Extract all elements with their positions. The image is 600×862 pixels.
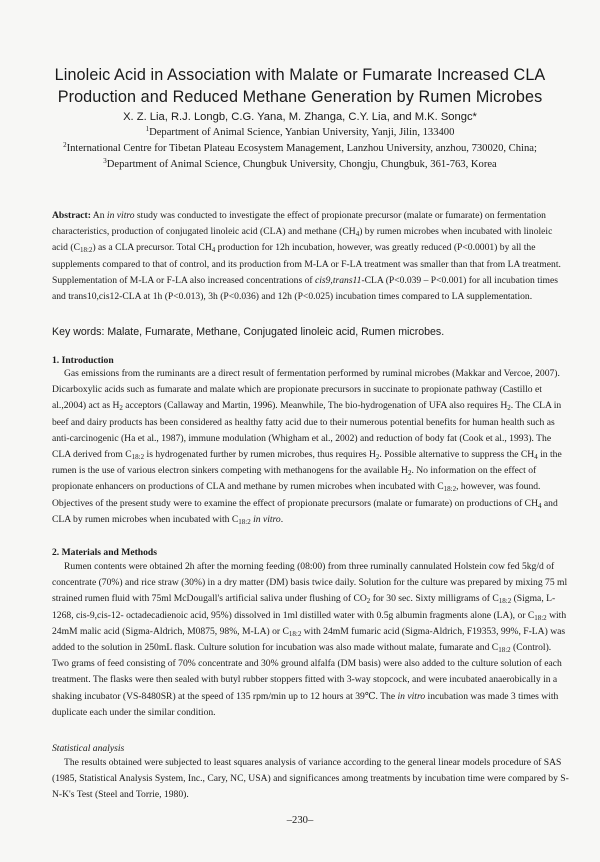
subscript-text: 18:2 [498,597,512,606]
section-heading-introduction: 1. Introduction [52,355,114,366]
subscript-text: 4 [538,501,542,510]
subscript-text: 4 [211,246,216,255]
text-run: with 24mM fumaric acid (Sigma-Aldrich, F19353, 99%, F-LA) was added to the solution in 250mL flask. Culture solution for incubation was also made without malate, fumarate and C [52,625,566,654]
text-run: with 24mM malic acid (Sigma-Aldrich, M0875, 98%, M-LA) or C [52,609,567,637]
subscript-text: 18:2 [534,613,547,622]
affiliation-marker: 3 [103,157,107,165]
subscript-text: 2 [119,404,123,413]
text-run: Rumen contents were obtained 2h after the morning feeding (08:00) from three ruminally cannulated Holstein cow fed 5kg/d of concentrate (70%) and rice straw (30%) in a dry matter (DM) basis twice daily. Solution for the culture was prepared by mixing 75 ml strained rumen fluid with 75ml McDougall's artificial saliva under flushing of CO [52,561,568,605]
abstract-body [52,210,561,302]
subscript-text: 18:2 [238,517,251,526]
affiliation-1 [14,126,586,140]
italic-text: in vitro [106,210,135,221]
affiliation-text: International Centre for Tibetan Plateau Ecosystem Management, Lanzhou University, anzhou, 730020, China; [66,143,537,154]
author-list: X. Z. Lia, R.J. Longb, C.G. Yana, M. Zhanga, C.Y. Lia, and M.K. Songc* [123,111,477,123]
text-run: in the rumen is the use of various electron sinkers competing with methanogens for the available H [52,449,562,477]
affiliation-3 [14,158,586,172]
methods-paragraph [52,559,570,721]
text-run: ) as a CLA precursor. Total CH [92,242,212,254]
keywords-line: Key words: Malate, Fumarate, Methane, Conjugated linoleic acid, Rumen microbes. [52,326,445,338]
text-run: . The CLA in beef and dairy products has been considered as healthy fatty acid due to their numerous potential benefits for human health such as anti-carcinogenic (Ha et al., 1987), immune modulation (Whigham et al., 2002) and reduction of body fat (Cook et al., 1993). The CLA derived from C [52,400,562,461]
subscript-text: 18:2 [79,246,93,255]
subscript-text: 18:2 [498,646,511,655]
subscript-text: 4 [355,230,360,239]
title-line-1: Linoleic Acid in Association with Malate or Fumarate Increased CLA [54,66,546,84]
introduction-paragraph [52,366,570,528]
affiliation-2 [14,142,586,156]
text-run: (Control). Two grams of feed consisting of 70% concentrate and 30% ground alfalfa (DM basis) were also added to the culture solution of each treatment. The flasks were then sealed with butyl rubber stoppers fitted with 3-way stopcock, and were incubated anaerobically in a shaking incubator (VS-8480SR) at the speed of 135 rpm/min up to 12 hours at 39℃. The [52,642,562,702]
section-heading-methods: 2. Materials and Methods [52,547,157,558]
text-run: is hydrogenated further by rumen microbes, thus requires H [144,449,376,461]
text-run: An [90,210,107,221]
page-number: –230– [286,815,314,826]
abstract-label: Abstract: [52,210,91,221]
subscript-text: 18:2 [288,629,302,638]
affiliation-text: Department of Animal Science, Chungbuk University, Chongju, Chungbuk, 361-763, Korea [106,159,497,170]
affiliation-marker: 1 [145,125,150,133]
text-run: for 30 sec. Sixty milligrams of C [370,593,499,605]
text-run: . Possible alternative to suppress the CH [379,449,535,461]
affiliation-marker: 2 [63,141,67,149]
italic-text: cis9,trans11 [314,274,362,286]
text-run: , however, was found. Objectives of the present study were to examine the effect of propionate precursors (malate or fumarate) on productions of CH [52,481,541,509]
statistical-analysis-paragraph: The results obtained were subjected to least squares analysis of variance according to the general linear models procedure of SAS (1985, Statistical Analysis System, Inc., Cary, NC, USA) and significances among treatments by incubation time were compared by S-N-K's Test (Steel and Torrie, 1980). [52,757,569,801]
text-run: production for 12h incubation, however, was greatly reduced (P<0.0001) by all the supplements compared to that of control, and its production from M-LA or F-LA treatment was smaller than that from LA treatment. Supplementation of M-LA or F-LA also increased concentrations of [52,242,561,286]
abstract-paragraph [52,208,570,305]
title-line-2: Production and Reduced Methane Generation by Rumen Microbes [57,88,543,106]
subscript-text: 2 [375,453,380,462]
italic-text: in vitro [397,690,426,702]
subscript-text: 2 [407,469,412,478]
text-run: Gas emissions from the ruminants are a direct result of fermentation performed by ruminal microbes (Makkar and Vercoe, 2007). Dicarboxylic acids such as fumarate and malate which are propionate precursors in succinate to propionate pathway (Castillo et al.,2004) act as H [52,368,560,412]
text-run: acceptors (Callaway and Martin, 1996). Meanwhile, The bio-hydrogenation of UFA also requires H [122,400,508,412]
subscript-text: 18:2 [131,453,145,462]
subscript-text: 4 [534,453,538,462]
subsection-heading-statistical-analysis: Statistical analysis [52,743,125,754]
text-run: . No information on the effect of propionate enhancers on productions of CLA and methane by rumen microbes when incubated with C [52,465,537,493]
text-run: ) by rumen microbes when incubated with linoleic acid (C [52,226,553,254]
paper-title [20,64,580,108]
subscript-text: 2 [507,404,511,413]
affiliation-text: Department of Animal Science, Yanbian University, Yanji, Jilin, 133400 [149,127,455,138]
text-run: study was conducted to investigate the effect of propionate precursor (malate or fumarate) on fermentation characteristics, production of conjugated linoleic acid (CLA) and methane (CH [52,210,546,238]
subscript-text: 2 [366,597,371,606]
text-run: and CLA by rumen microbes when incubated with C [52,497,558,525]
text-run: . [280,513,284,525]
text-run: incubation was made 3 times with duplicate each under the similar condition. [52,690,559,718]
italic-text: in vitro [253,513,281,525]
text-run: -CLA (P<0.039 – P<0.001) for all incubation times and trans10,cis12-CLA at 1h (P<0.013), 3h (P<0.036) and 12h (P<0.025) incubation times compared to LA supplementation. [52,274,558,303]
subscript-text: 18:2 [443,485,457,494]
text-run: (Sigma, L-1268, cis-9,cis-12- octadecadienoic acid, 95%) dissolved in 1ml distilled water with 0.5g albumin fragments alone (LA), or C [52,593,556,621]
